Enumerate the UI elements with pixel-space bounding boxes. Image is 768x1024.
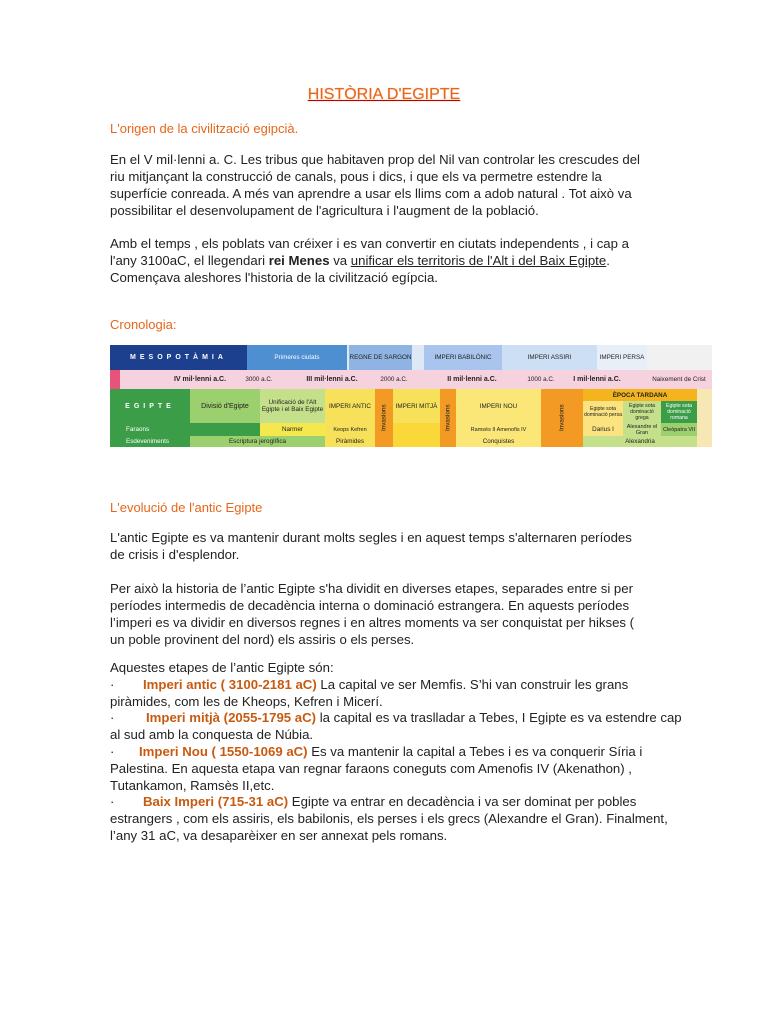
section-heading-origin: L'origen de la civilització egipcià. — [110, 121, 299, 136]
text: Amb el temps , els poblats van créixer i es van convertir en ciutats independents , i cap a l'any 3100aC, el llegendari — [110, 236, 629, 268]
right-strip — [697, 389, 712, 447]
stage-text: l’any 31 aC, va desaparèixer en ser annexat pels romans. — [110, 827, 448, 843]
stage-text: al sud amb la conquesta de Núbia. — [110, 727, 314, 743]
gap — [412, 345, 424, 370]
i-millenni: I mil·lenni a.C. — [573, 376, 621, 383]
year-1000: 1000 a.C. — [527, 376, 555, 383]
blank — [647, 345, 712, 370]
bullet: · — [110, 743, 115, 759]
imperi-mitja: IMPERI MITJÀ — [393, 389, 440, 423]
stage-text: Tutankamon, Ramsès II,etc. — [110, 777, 275, 793]
year-3000: 3000 a.C. — [245, 376, 273, 383]
imperi-babilonic: IMPERI BABILÒNIC — [424, 345, 502, 370]
sota-persa: Egipte sota dominació persa — [583, 401, 623, 423]
text: va — [329, 253, 351, 268]
esdeveniments-label: Esdeveniments — [110, 436, 190, 447]
stage-text: Palestina. En aquesta etapa van regnar faraons coneguts com Amenofis IV (Akenathon) , — [110, 760, 632, 776]
egipte-label: EGIPTE — [110, 389, 190, 423]
keops-kefren: Keops Kefren — [325, 423, 375, 436]
bullet: · — [110, 710, 115, 726]
narmer: Narmer — [260, 423, 325, 436]
list-item — [110, 710, 682, 727]
regne-sargon: REGNE DE SARGON — [349, 345, 412, 370]
bullet: · — [110, 676, 115, 692]
paragraph-evolution-1: L'antic Egipte es va mantenir durant molts segles i en aquest temps s'alternaren períodes de crisis i d'esplendor. — [110, 530, 632, 562]
primeres-ciutats: Primeres ciutats — [247, 345, 347, 370]
piramides: Piràmides — [325, 436, 375, 447]
sota-romana: Egipte sota dominació romana — [661, 401, 697, 423]
text: . Començava aleshores l'historia de la civilització egípcia. — [110, 253, 610, 285]
stage-title: Baix Imperi (715-31 aC) — [143, 794, 289, 810]
mesopotamia-label: MESOPOTÀMIA — [110, 345, 247, 370]
iv-millenni: IV mil·lenni a.C. — [173, 376, 227, 383]
naixement-crist: Naixement de Crist — [652, 376, 706, 383]
stage-text: la capital es va traslladar a Tebes, I Egipte es va estendre cap — [316, 710, 682, 726]
sota-grega: Egipte sota dominació grega — [623, 401, 661, 423]
chronology-timeline — [110, 345, 712, 447]
imperi-persa: IMPERI PERSA — [597, 345, 647, 370]
divisio-egipte: Divisió d'Egipte — [190, 389, 260, 423]
paragraph-evolution-2: Per això la historia de l’antic Egipte s'ha dividit en diverses etapes, separades entre si per períodes intermedis de decadència interna o dominació estrangera. En aquests períodes l’imperi es va dividir en diversos regnes i en altres moments va ser conquistat per hikses ( un poble provinent del nord) els assiris o els perses. — [110, 581, 635, 647]
imperi-antic: IMPERI ANTIC — [325, 389, 375, 423]
imperi-nou: IMPERI NOU — [456, 389, 541, 423]
list-item — [110, 744, 670, 761]
paragraph-origin-2 — [110, 235, 650, 286]
stage-title: Imperi Nou ( 1550-1069 aC) — [139, 743, 308, 759]
invasions-2: Invasions — [440, 389, 456, 447]
ii-millenni: II mil·lenni a.C. — [447, 376, 497, 383]
stage-title: Imperi antic ( 3100-2181 aC) — [143, 676, 317, 692]
escriptura: Escriptura jeroglífica — [190, 436, 325, 447]
stage-text: Egipte va entrar en decadència i va ser dominat per pobles — [288, 794, 637, 810]
page-title: HISTÒRIA D'EGIPTE — [307, 86, 461, 103]
underlined-text: unificar els territoris de l'Alt i del Baix Egipte — [350, 253, 607, 268]
invasions-3: Invasions — [541, 389, 583, 447]
alexandre: Alexandre el Gran — [623, 423, 661, 436]
section-heading-chronology: Cronologia: — [110, 317, 177, 332]
paragraph-origin-1: En el V mil·lenni a. C. Les tribus que habitaven prop del Nil van controlar les crescudes del riu mitjançant la construcció de canals, pous i dics, i que els va permetre estendre la superfície conreada. A més van aprendre a usar els llims com a adob natural . Tot això va possibilitar el desenvolupament de l'agricultura i l'augment de la població. — [110, 152, 640, 218]
stages-list — [110, 660, 682, 845]
conquistes: Conquistes — [456, 436, 541, 447]
stage-title: Imperi mitjà (2055-1795 aC) — [146, 710, 317, 726]
cleopatra: Cleòpatra VII — [661, 423, 697, 436]
alexandria: Alexandria — [583, 436, 697, 447]
ramses-amenofis: Ramsès II Amenofis IV — [456, 423, 541, 436]
faraons-label: Faraons — [110, 423, 190, 436]
bullet: · — [110, 794, 115, 810]
left-strip — [110, 370, 120, 389]
stage-text: Es va mantenir la capital a Tebes i es va conquerir Síria i — [307, 743, 643, 759]
darius: Darius I — [583, 423, 623, 436]
section-heading-evolution: L'evolució de l'antic Egipte — [110, 500, 263, 515]
list-item — [110, 677, 670, 694]
year-2000: 2000 a.C. — [380, 376, 408, 383]
iii-millenni: III mil·lenni a.C. — [306, 376, 358, 383]
imperi-assiri: IMPERI ASSIRI — [502, 345, 597, 370]
invasions-1: Invasions — [375, 389, 393, 447]
list-item — [110, 794, 670, 811]
stages-intro: Aquestes etapes de l’antic Egipte són: — [110, 660, 334, 675]
stage-text: La capital ve ser Memfis. S’hi van construir les grans — [316, 676, 629, 692]
stage-text: piràmides, com les de Kheops, Kefren i Micerí. — [110, 693, 383, 709]
mitja-fill — [393, 423, 440, 447]
king-menes: rei Menes — [268, 253, 330, 268]
unificacio: Unificació de l'Alt Egipte i el Baix Egipte — [260, 389, 325, 423]
epoca-tardana: ÈPOCA TARDANA — [583, 389, 697, 401]
stage-text: estrangers , com els assiris, els babilonis, els perses i els grecs (Alexandre el Gran). Finalment, — [110, 811, 668, 827]
